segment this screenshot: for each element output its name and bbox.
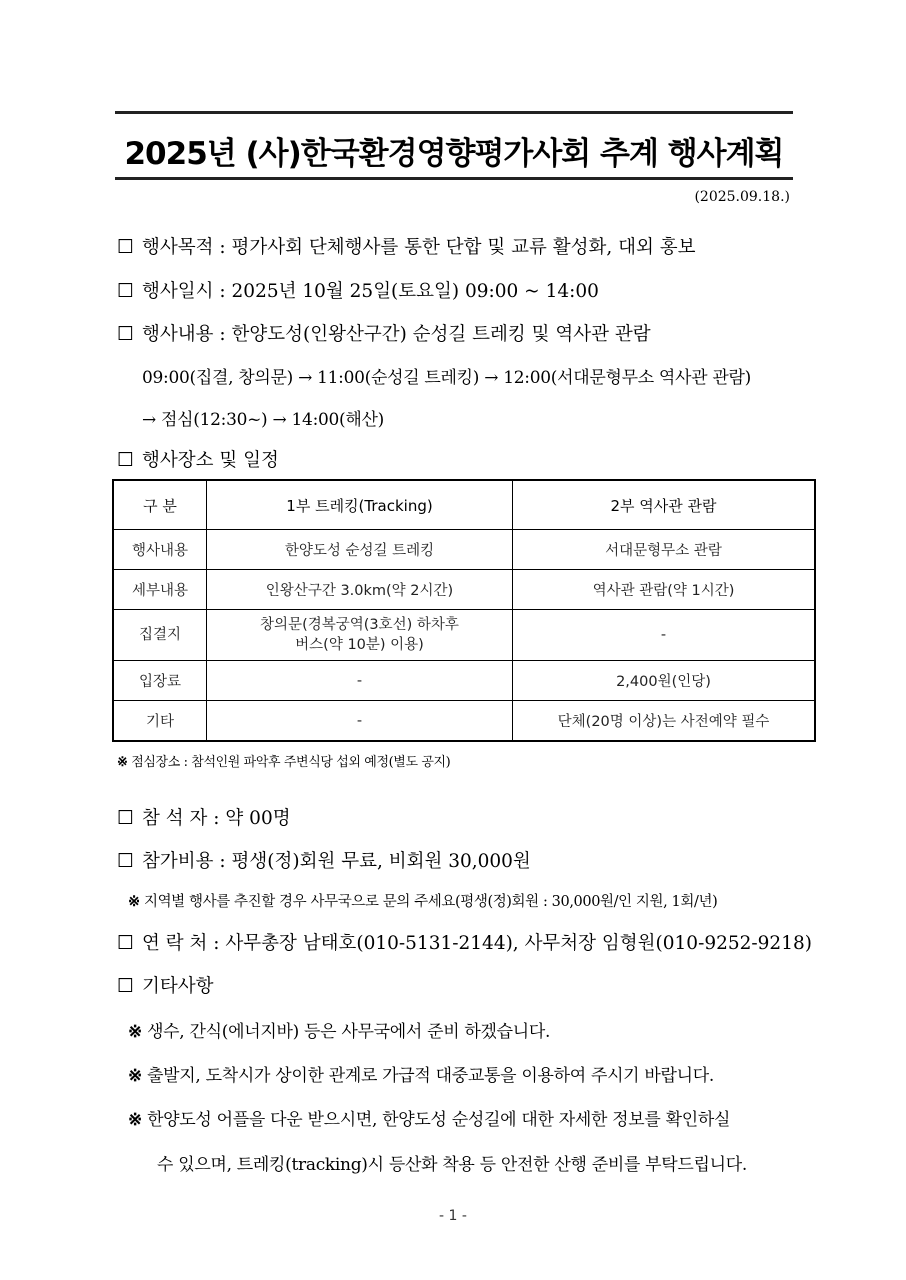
section-contact xyxy=(117,929,812,955)
section-fee xyxy=(117,847,531,873)
table-header-cell: 2부 역사관 관람 xyxy=(513,480,816,530)
note-app xyxy=(128,1105,730,1130)
section-datetime xyxy=(117,277,599,303)
note-transport-text: 출발지, 도착시가 상이한 관계로 가급적 대중교통을 이용하여 주시기 바랍니다. xyxy=(147,1066,715,1086)
note-snacks xyxy=(128,1017,550,1042)
table-cell: 단체(20명 이상)는 사전예약 필수 xyxy=(513,701,816,742)
section-venue xyxy=(117,446,279,472)
fee-text: 참가비용 : 평생(정)회원 무료, 비회원 30,000원 xyxy=(142,851,531,872)
checkbox-icon: ☐ xyxy=(117,932,135,954)
table-row xyxy=(113,530,815,570)
schedule-table xyxy=(112,479,816,742)
table-row xyxy=(113,610,815,661)
table-header-cell: 1부 트레킹(Tracking) xyxy=(207,480,513,530)
note-app-line-1: 한양도성 어플을 다운 받으시면, 한양도성 순성길에 대한 자세한 정보를 확인하실 xyxy=(147,1110,731,1130)
table-cell: 인왕산구간 3.0km(약 2시간) xyxy=(207,570,513,610)
checkbox-icon: ☐ xyxy=(117,975,135,997)
reference-mark-icon: ※ xyxy=(128,1066,142,1086)
table-cell: 행사내용 xyxy=(113,530,207,570)
note-regional xyxy=(128,890,717,911)
checkbox-icon: ☐ xyxy=(117,323,135,345)
schedule-line-1: 09:00(집결, 창의문) → 11:00(순성길 트레킹) → 12:00(서대문형무소 역사관 관람) xyxy=(142,368,751,388)
checkbox-icon: ☐ xyxy=(117,449,135,471)
table-cell: 집결지 xyxy=(113,610,207,661)
note-transport xyxy=(128,1061,714,1086)
table-header-cell: 구 분 xyxy=(113,480,207,530)
title-bottom-rule xyxy=(115,177,793,180)
note-lunch xyxy=(117,751,450,770)
reference-mark-icon: ※ xyxy=(128,1022,142,1042)
table-cell: 역사관 관람(약 1시간) xyxy=(513,570,816,610)
table-cell-assembly xyxy=(207,610,513,661)
table-cell: 한양도성 순성길 트레킹 xyxy=(207,530,513,570)
venue-text: 행사장소 및 일정 xyxy=(142,450,279,471)
table-row xyxy=(113,570,815,610)
table-cell: 서대문형무소 관람 xyxy=(513,530,816,570)
table-cell: 세부내용 xyxy=(113,570,207,610)
checkbox-icon: ☐ xyxy=(117,236,135,258)
checkbox-icon: ☐ xyxy=(117,850,135,872)
table-cell: - xyxy=(207,661,513,701)
reference-mark-icon: ※ xyxy=(128,1110,142,1130)
attendees-text: 참 석 자 : 약 00명 xyxy=(142,808,291,829)
page-title: 2025년 (사)한국환경영향평가사회 추계 행사계획 xyxy=(124,136,784,172)
datetime-text: 행사일시 : 2025년 10월 25일(토요일) 09:00 ~ 14:00 xyxy=(142,281,599,302)
content-text: 행사내용 : 한양도성(인왕산구간) 순성길 트레킹 및 역사관 관람 xyxy=(142,324,651,345)
schedule-line-2: → 점심(12:30~) → 14:00(해산) xyxy=(142,410,384,430)
checkbox-icon: ☐ xyxy=(117,280,135,302)
etc-text: 기타사항 xyxy=(142,976,214,997)
contact-text: 연 락 처 : 사무총장 남태호(010-5131-2144), 사무처장 임형원(010-9252-9218) xyxy=(142,933,812,954)
document-date: (2025.09.18.) xyxy=(694,189,790,205)
section-etc xyxy=(117,972,214,998)
checkbox-icon: ☐ xyxy=(117,807,135,829)
note-app-line-2: 수 있으며, 트레킹(tracking)시 등산화 착용 등 안전한 산행 준비를 부탁드립니다. xyxy=(157,1155,748,1175)
table-cell: - xyxy=(513,610,816,661)
title-top-rule xyxy=(115,111,793,114)
assembly-line-1: 창의문(경복궁역(3호선) 하차후 xyxy=(260,617,459,633)
note-regional-text: 지역별 행사를 추진할 경우 사무국으로 문의 주세요(평생(정)회원 : 30,000원/인 지원, 1회/년) xyxy=(143,894,718,910)
note-lunch-text: 점심장소 : 참석인원 파악후 주변식당 섭외 예정(별도 공지) xyxy=(131,755,451,770)
table-cell: 기타 xyxy=(113,701,207,742)
section-purpose xyxy=(117,233,696,259)
table-cell: - xyxy=(207,701,513,742)
table-header-row xyxy=(113,480,815,530)
reference-mark-icon: ※ xyxy=(128,893,140,910)
reference-mark-icon: ※ xyxy=(117,755,128,770)
section-attendees xyxy=(117,804,291,830)
table-cell: 입장료 xyxy=(113,661,207,701)
table-row xyxy=(113,661,815,701)
note-snacks-text: 생수, 간식(에너지바) 등은 사무국에서 준비 하겠습니다. xyxy=(147,1022,551,1042)
section-content xyxy=(117,320,651,346)
assembly-line-2: 버스(약 10분) 이용) xyxy=(295,637,424,653)
table-row xyxy=(113,701,815,742)
page-number: - 1 - xyxy=(439,1208,467,1224)
purpose-text: 행사목적 : 평가사회 단체행사를 통한 단합 및 교류 활성화, 대외 홍보 xyxy=(142,237,696,258)
table-cell: 2,400원(인당) xyxy=(513,661,816,701)
